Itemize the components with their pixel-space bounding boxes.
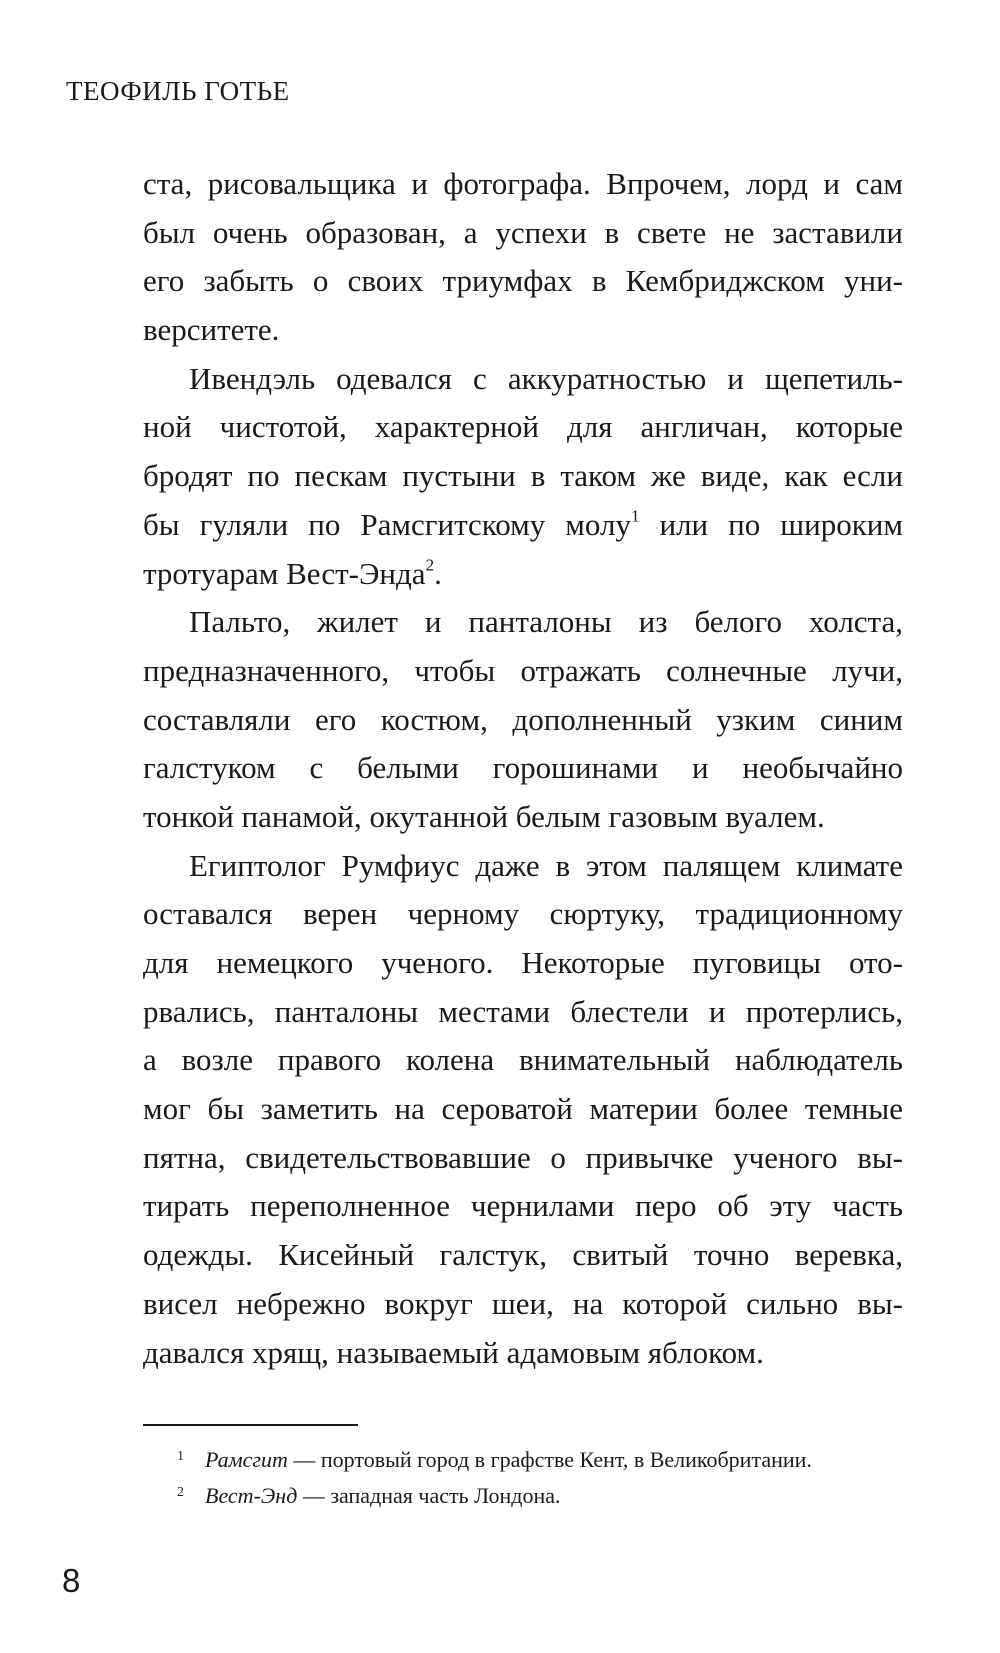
text-line: предназначенного, чтобы отражать солнечные лучи, [143,652,903,688]
footnote-term: Рамсгит [205,1447,288,1472]
footnote-term: Вест-Энд [205,1483,298,1508]
text-line: был очень образован, а успехи в свете не заставили [143,214,903,250]
line-segment: . [434,555,442,591]
text-line: висел небрежно вокруг шеи, на которой сильно вы- [143,1285,903,1321]
paragraph-first-line: Египтолог Румфиус даже в этом палящем климате [189,847,903,883]
footnote-ref: 2 [425,554,435,574]
footnote-1 [177,1440,812,1476]
footnote-number: 1 [177,1449,184,1464]
text-line [143,550,903,599]
line-segment: тротуарам Вест-Энда [143,555,426,591]
footnote-2 [177,1476,812,1512]
footnote-number: 2 [177,1485,184,1500]
text-line: ста, рисовальщика и фотографа. Впрочем, лорд и сам [143,166,903,201]
text-line: рвались, панталоны местами блестели и протерлись, [143,993,903,1029]
footnote-text: — портовый город в графстве Кент, в Великобритании. [287,1447,812,1472]
footnote-ref: 1 [630,506,640,526]
text-line: мог бы заметить на сероватой материи более темные [143,1091,903,1127]
text-line: тонкой панамой, окутанной белым газовым вуалем. [143,798,825,834]
text-line: составляли его костюм, дополненный узким синим [143,701,903,737]
text-line: а возле правого колена внимательный наблюдатель [143,1042,903,1078]
line-segment: бы гуляли по Рамсгитскому молу [143,506,631,542]
text-line: верситете. [143,312,280,348]
text-line: одежды. Кисейный галстук, свитый точно веревка, [143,1237,903,1273]
text-line: тирать переполненное чернилами перо об эту часть [143,1188,903,1224]
text-line: его забыть о своих триумфах в Кембриджском уни- [143,263,903,299]
text-line: оставался верен черному сюртуку, традиционному [143,896,903,932]
paragraph-first-line: Пальто, жилет и панталоны из белого холста, [189,604,903,640]
line-segment: или по широким [639,506,904,542]
text-line: пятна, свидетельствовавшие о привычке ученого вы- [143,1139,903,1175]
page-number: 8 [62,1562,81,1599]
running-head: ТЕОФИЛЬ ГОТЬЕ [66,76,290,106]
text-line: ной чистотой, характерной для англичан, которые [143,409,903,445]
body-text [143,160,903,1377]
text-line: для немецкого ученого. Некоторые пуговицы ото- [143,945,903,980]
text-line: давался хрящ, называемый адамовым яблоком. [143,1334,764,1370]
paragraph-first-line: Ивендэль одевался с аккуратностью и щепетиль- [189,360,903,396]
text-line: галстуком с белыми горошинами и необычайно [143,750,903,786]
text-line: бродят по пескам пустыни в таком же виде, как если [143,458,903,494]
footnotes [177,1440,812,1512]
footnote-separator [143,1424,358,1426]
footnote-text: — западная часть Лондона. [297,1483,561,1508]
text-line [143,501,903,550]
